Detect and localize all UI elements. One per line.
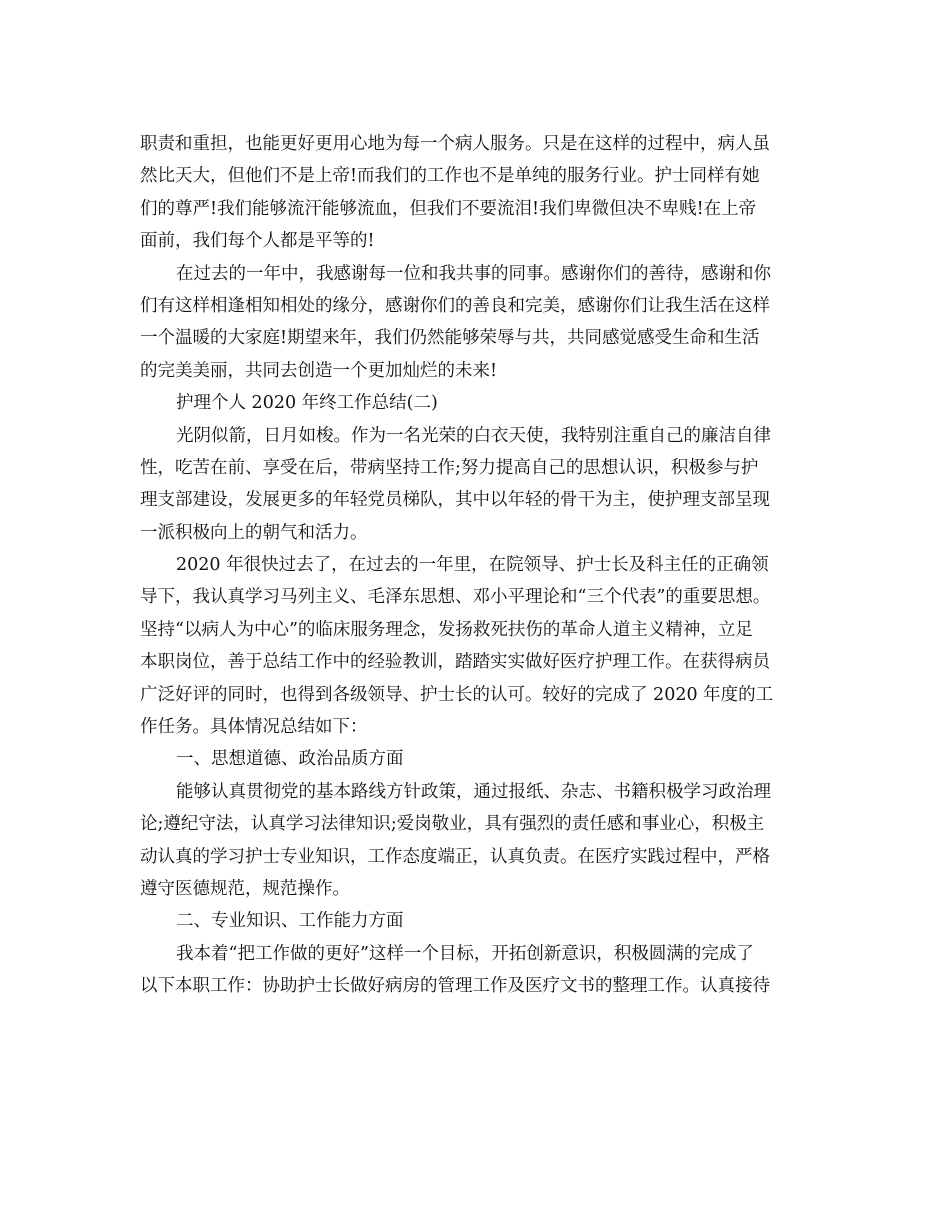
document-body xyxy=(140,128,830,1003)
text-line: 们的尊严!我们能够流汗能够流血，但我们不要流泪!我们卑微但决不卑贱!在上帝 xyxy=(140,198,757,219)
text-line: 2020 年很快过去了，在过去的一年里，在院领导、护士长及科主任的正确领 xyxy=(176,555,769,576)
text-line: 能够认真贯彻党的基本路线方针政策，通过报纸、杂志、书籍积极学习政治理 xyxy=(176,781,771,802)
text-line: 性，吃苦在前、享受在后，带病坚持工作;努力提高自己的思想认识，积极参与护 xyxy=(140,457,759,478)
text-line: 动认真的学习护士专业知识，工作态度端正，认真负责。在医疗实践过程中，严格 xyxy=(140,846,770,867)
text-line: 理支部建设，发展更多的年轻党员梯队，其中以年轻的骨干为主，使护理支部呈现 xyxy=(140,490,770,511)
text-line: 一个温暖的大家庭!期望来年，我们仍然能够荣辱与共，共同感觉感受生命和生活 xyxy=(140,328,760,349)
text-line: 我本着“把工作做的更好”这样一个目标，开拓创新意识，积极圆满的完成了 xyxy=(176,943,754,964)
text-line: 坚持“以病人为中心”的临床服务理念，发扬救死扶伤的革命人道主义精神，立足 xyxy=(140,619,753,640)
text-line: 然比天大，但他们不是上帝!而我们的工作也不是单纯的服务行业。护士同样有她 xyxy=(140,166,760,187)
text-line: 遵守医德规范，规范操作。 xyxy=(140,878,350,899)
text-line: 们有这样相逢相知相处的缘分，感谢你们的善良和完美，感谢你们让我生活在这样 xyxy=(140,295,770,316)
text-line: 二、专业知识、工作能力方面 xyxy=(176,911,404,932)
text-line: 本职岗位，善于总结工作中的经验教训，踏踏实实做好医疗护理工作。在获得病员 xyxy=(140,652,770,673)
text-line: 导下，我认真学习马列主义、毛泽东思想、邓小平理论和“三个代表”的重要思想。 xyxy=(140,587,771,608)
text-line: 护理个人 2020 年终工作总结(二) xyxy=(176,393,438,414)
text-line: 以下本职工作：协助护士长做好病房的管理工作及医疗文书的整理工作。认真接待 xyxy=(140,976,770,997)
text-line: 作任务。具体情况总结如下： xyxy=(140,717,368,738)
text-line: 职责和重担，也能更好更用心地为每一个病人服务。只是在这样的过程中，病人虽 xyxy=(140,134,770,154)
text-line: 广泛好评的同时，也得到各级领导、护士长的认可。较好的完成了 2020 年度的工 xyxy=(140,684,774,705)
text-line: 光阴似箭，日月如梭。作为一名光荣的白衣天使，我特别注重自己的廉洁自律 xyxy=(176,425,771,446)
text-line: 一派积极向上的朝气和活力。 xyxy=(140,522,368,543)
text-line: 一、思想道德、政治品质方面 xyxy=(176,749,404,770)
text-line: 论;遵纪守法，认真学习法律知识;爱岗敬业，具有强烈的责任感和事业心，积极主 xyxy=(140,814,765,835)
text-line: 面前，我们每个人都是平等的! xyxy=(140,231,375,252)
text-line: 的完美美丽，共同去创造一个更加灿烂的未来! xyxy=(140,360,498,381)
text-line: 在过去的一年中，我感谢每一位和我共事的同事。感谢你们的善待，感谢和你 xyxy=(176,263,771,284)
